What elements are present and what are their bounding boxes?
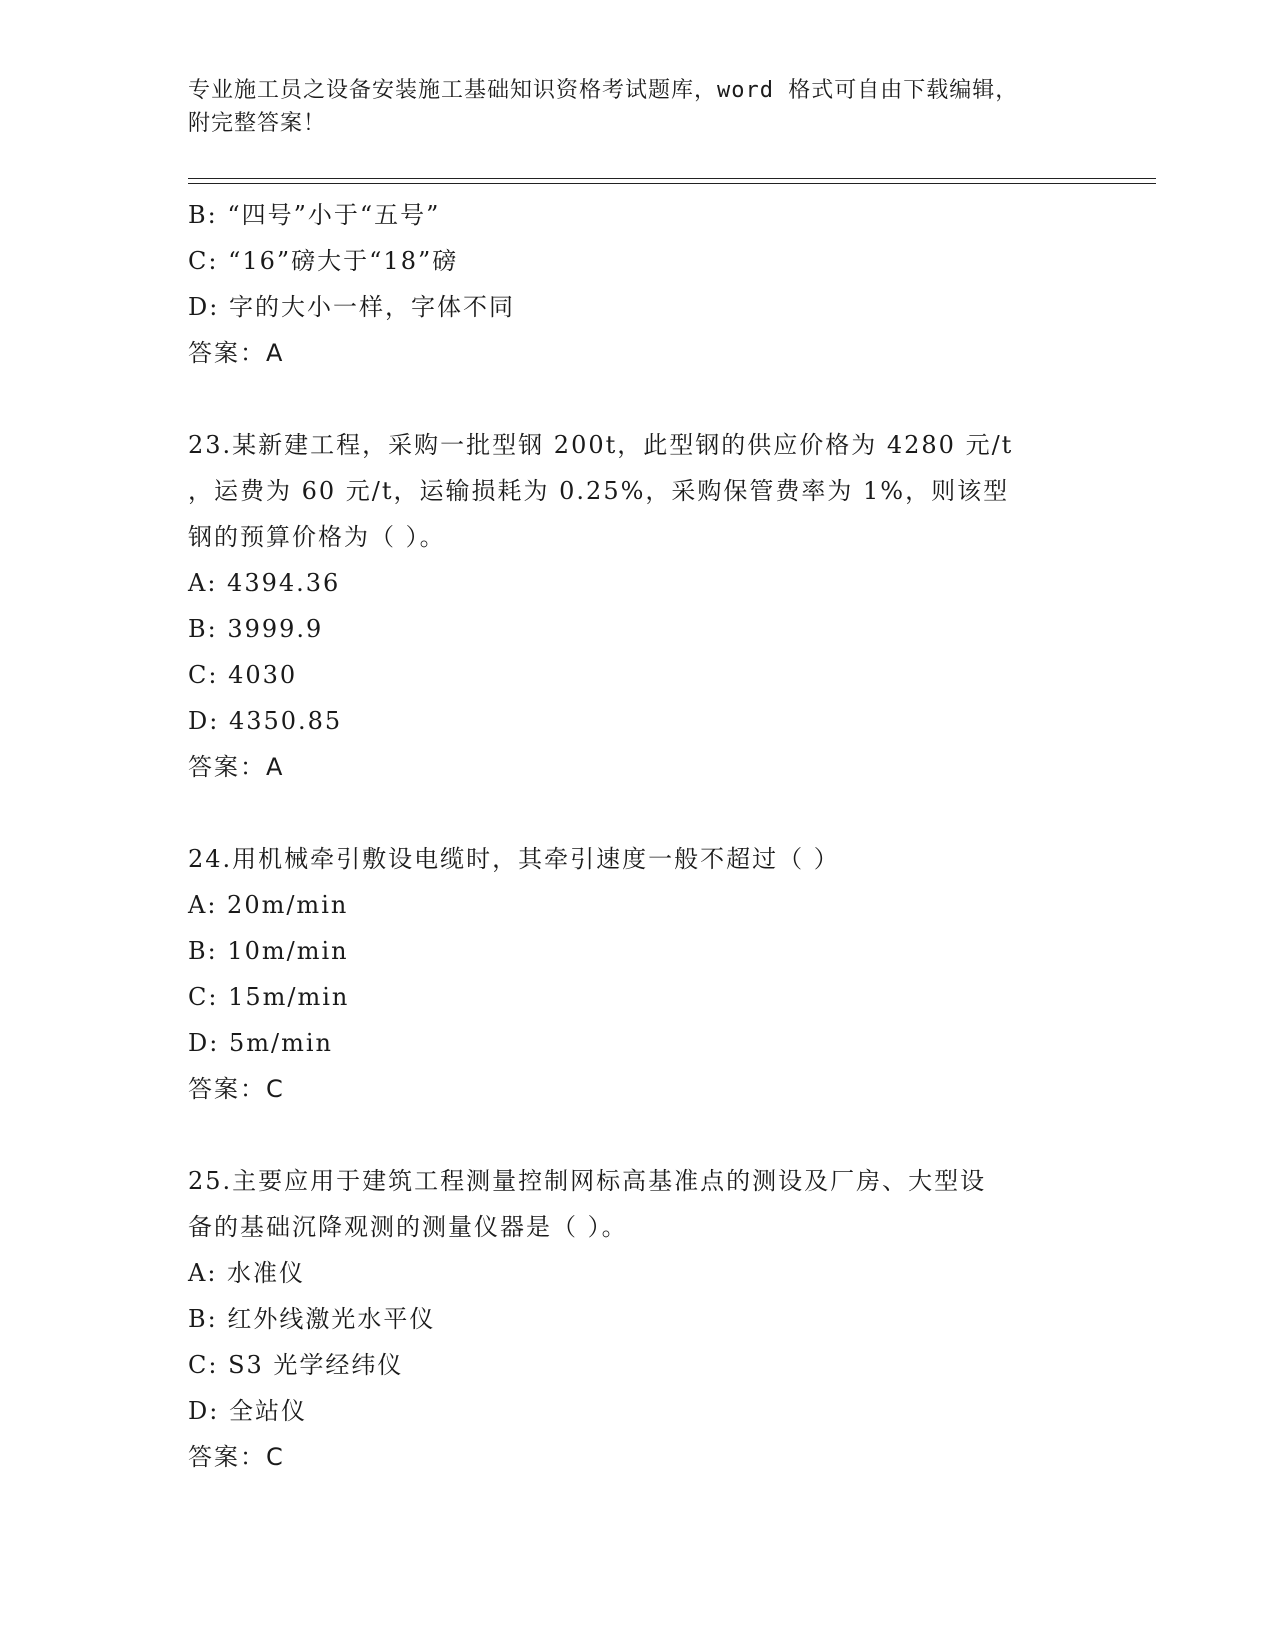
- option-b: B: 3999.9: [188, 615, 324, 643]
- option-c: C: 15m/min: [188, 983, 350, 1011]
- question-text-line: 23.某新建工程，采购一批型钢 200t，此型钢的供应价格为 4280 元/t: [188, 431, 1014, 459]
- question-text-line: 钢的预算价格为（ ）。: [188, 523, 446, 551]
- question-block-24: [188, 836, 1088, 1112]
- header-divider-bottom: [188, 183, 1156, 184]
- answer-line: 答案：C: [188, 1443, 285, 1471]
- option-b: B: “四号”小于“五号”: [188, 201, 441, 229]
- answer-line: 答案：A: [188, 753, 285, 781]
- answer-line: 答案：C: [188, 1075, 285, 1103]
- question-block-23: [188, 422, 1088, 790]
- option-d: D: 4350.85: [188, 707, 343, 735]
- question-text-line: 24.用机械牵引敷设电缆时，其牵引速度一般不超过（ ）: [188, 845, 840, 873]
- header-line-1: 专业施工员之设备安装施工基础知识资格考试题库，word 格式可自由下载编辑，: [188, 78, 1019, 103]
- question-content: [188, 192, 1088, 1480]
- page-header: [188, 74, 1068, 140]
- answer-line: 答案：A: [188, 339, 285, 367]
- spacer: [188, 790, 1088, 836]
- option-d: D: 字的大小一样，字体不同: [188, 293, 515, 321]
- option-b: B: 红外线激光水平仪: [188, 1305, 436, 1333]
- header-line-2: 附完整答案！: [188, 111, 327, 136]
- option-d: D: 全站仪: [188, 1397, 307, 1425]
- option-c: C: S3 光学经纬仪: [188, 1351, 404, 1379]
- option-d: D: 5m/min: [188, 1029, 333, 1057]
- question-text-line: 25.主要应用于建筑工程测量控制网标高基准点的测设及厂房、大型设: [188, 1167, 987, 1195]
- question-text-line: ，运费为 60 元/t，运输损耗为 0.25%，采购保管费率为 1%，则该型: [188, 477, 1010, 505]
- option-c: C: “16”磅大于“18”磅: [188, 247, 459, 275]
- header-divider-top: [188, 178, 1156, 179]
- option-a: A: 4394.36: [188, 569, 341, 597]
- question-text-line: 备的基础沉降观测的测量仪器是（ ）。: [188, 1213, 628, 1241]
- spacer: [188, 376, 1088, 422]
- spacer: [188, 1112, 1088, 1158]
- option-a: A: 20m/min: [188, 891, 349, 919]
- prev-question-block: [188, 192, 1088, 376]
- option-b: B: 10m/min: [188, 937, 349, 965]
- question-block-25: [188, 1158, 1088, 1480]
- option-a: A: 水准仪: [188, 1259, 306, 1287]
- option-c: C: 4030: [188, 661, 298, 689]
